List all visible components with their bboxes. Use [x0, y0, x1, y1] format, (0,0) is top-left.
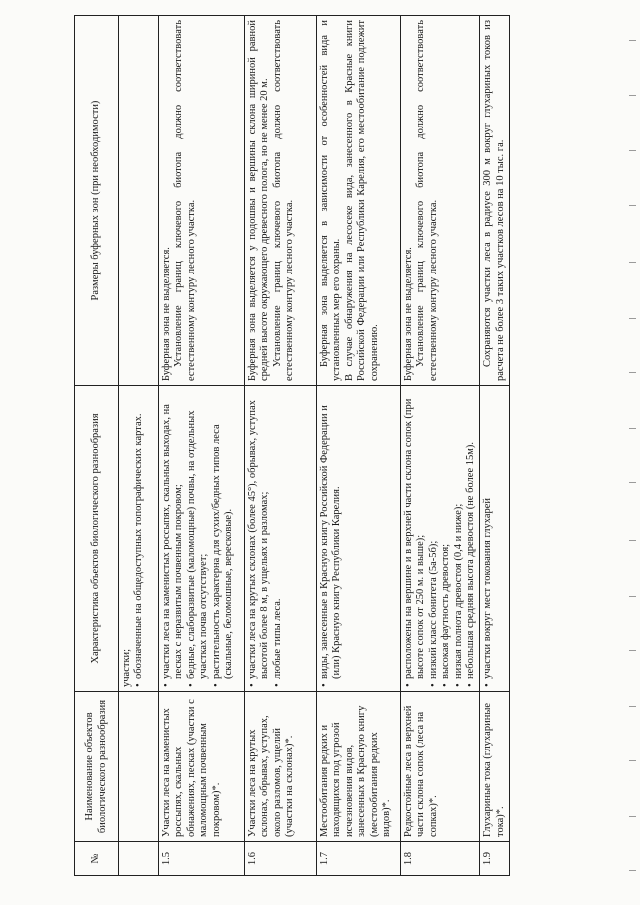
- biodiversity-table: [74, 15, 510, 876]
- scanner-edge-marks: [626, 0, 636, 905]
- buffer-text: В случае обнаружения на лесосеке вида, занесенного в Красные книги Российской Федерации или Республики Карелия, его местообитание подлежит сохранению.: [343, 20, 380, 381]
- list-item: • низкий класс бонитета (5а-5б);: [428, 390, 440, 687]
- buffer-text: Буферная зона не выделяется.: [403, 247, 414, 381]
- cell-buffer: [401, 16, 480, 386]
- list-item: • участки леса на каменистых россыпях, скальных выходах, на песках с неразвитым почвенным покровом;: [161, 390, 186, 687]
- cell-characteristic: [401, 386, 480, 692]
- cell-num: 1.6: [245, 842, 317, 876]
- cell-buffer: [159, 16, 245, 386]
- table-row-1-5: [159, 16, 245, 876]
- buffer-text: Буферная зона выделяется у подошвы и вершины склона шириной равной средней высоте окружающего древесного полога, но не менее 20 м.: [247, 20, 271, 381]
- list-item: • виды, занесенные в Красную книгу Российской Федерации и (или) Красную книгу Республики Карелия.: [319, 390, 344, 687]
- list-item: • небольшая средняя высота древостоя (не более 15м).: [465, 390, 477, 687]
- list-item: • высокая фаутность древостоя;: [440, 390, 452, 687]
- list-item: • низкая полнота древостоя (0,4 и ниже);: [453, 390, 465, 687]
- header-characteristic: Характеристика объектов биологического разнообразия: [75, 386, 119, 692]
- list-item: • любые типы леса.: [272, 390, 284, 687]
- buffer-text: Сохраняются участки леса в радиусе 300 м вокруг глухариных токов из расчета не более 3 таких участков лесов на 10 тыс. га.: [482, 20, 506, 381]
- cell-name: Глухариные тока (глухариные тока)*.: [480, 692, 510, 842]
- cell-name: Местообитания редких и находящихся под угрозой исчезновения видов, занесенных в Красную книгу (местообитания редких видов)*.: [317, 692, 401, 842]
- cell-num: 1.7: [317, 842, 401, 876]
- cell-characteristic: [245, 386, 317, 692]
- table-row-1-6: [245, 16, 317, 876]
- table-row-1-8: [401, 16, 480, 876]
- cell-num: 1.9: [480, 842, 510, 876]
- list-item: • участки леса на крутых склонах (более 45°), обрывах, уступах высотой более 8 м, в ущельях и разломах;: [247, 390, 272, 687]
- rotated-table-container: [74, 16, 504, 876]
- table-header-row: [75, 16, 119, 876]
- cell-name: Участки леса на крутых склонах, обрывах, уступах, около разломов, ущелий (участки на склонах)*.: [245, 692, 317, 842]
- cell-name: Редкостойные леса в верхней части склона сопок (леса на сопках)*.: [401, 692, 480, 842]
- list-item: • бедные, слаборазвитые (маломощные) почвы, на отдельных участках почва отсутствует;: [186, 390, 211, 687]
- cell-name: Участки леса на каменистых россыпях, скальных обнажениях, песках (участки с маломощным почвенным покровом)*.: [159, 692, 245, 842]
- buffer-text: Буферная зона не выделяется.: [161, 247, 172, 381]
- cell-buffer: [480, 16, 510, 386]
- cell-characteristic: [119, 386, 159, 692]
- table-row-1-7: [317, 16, 401, 876]
- cell-name: [119, 692, 159, 842]
- table-row-continuation: [119, 16, 159, 876]
- buffer-text: Буферная зона выделяется в зависимости от особенностей вида и установленных мер его охраны.: [319, 20, 343, 381]
- cell-num: 1.5: [159, 842, 245, 876]
- cell-characteristic: [159, 386, 245, 692]
- table-row-1-9: [480, 16, 510, 876]
- cell-characteristic: [480, 386, 510, 692]
- header-buffer: Размеры буферных зон (при необходимости): [75, 16, 119, 386]
- buffer-text: Установление границ ключевого биотопа должно соответствовать естественному контуру лесного участка.: [415, 20, 439, 381]
- cell-characteristic: [317, 386, 401, 692]
- buffer-text: Установление границ ключевого биотопа должно соответствовать естественному контуру лесного участка.: [271, 20, 296, 381]
- cell-buffer: [245, 16, 317, 386]
- list-item: • растительность характерна для сухих/бедных типов леса (скальные, беломошные, вересковые).: [211, 390, 236, 687]
- list-item: • участки вокруг мест токования глухарей: [482, 390, 494, 687]
- header-name: Наименование объектов биологического разнообразия: [75, 692, 119, 842]
- continuation-text: участки;: [121, 648, 132, 687]
- cell-buffer: [119, 16, 159, 386]
- list-item: • расположены на вершине и в верхней части склона сопок (при высоте сопок от 250 м. и выше);: [403, 390, 428, 687]
- cell-num: [119, 842, 159, 876]
- list-item: • обозначенные на общедоступных топографических картах.: [133, 390, 145, 687]
- buffer-text: Установление границ ключевого биотопа должно соответствовать естественному контуру лесного участка.: [173, 20, 197, 381]
- cell-num: 1.8: [401, 842, 480, 876]
- cell-buffer: [317, 16, 401, 386]
- header-num: №: [75, 842, 119, 876]
